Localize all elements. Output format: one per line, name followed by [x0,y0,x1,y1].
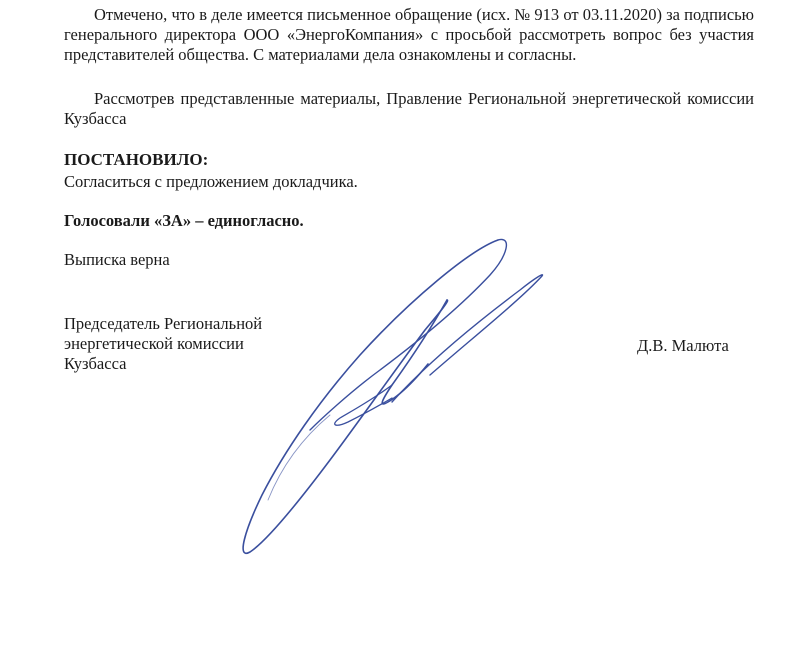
paragraph-considered [64,89,754,129]
chair-title-line-2: энергетической комиссии [64,334,244,353]
vote-result: Голосовали «ЗА» – единогласно. [64,211,304,230]
signatory-name: Д.В. Малюта [637,336,729,355]
paragraph-appeal-text: Отмечено, что в деле имеется письменное обращение (исх. № 913 от 03.11.2020) за подписью генерального директора ООО «ЭнергоКомпания» с просьбой рассмотреть вопрос без участия представителей общества. С материалами дела ознакомлены и согласны. [64,5,754,64]
chair-title-line-3: Кузбасса [64,354,127,373]
signature-stroke [268,415,330,500]
decision-text: Согласиться с предложением докладчика. [64,172,358,191]
signature-stroke [310,239,506,430]
signature-stroke [335,385,392,425]
signature-stroke [392,275,543,402]
chair-title [64,314,314,374]
extract-certified: Выписка верна [64,250,170,269]
resolution-heading: ПОСТАНОВИЛО: [64,150,209,169]
paragraph-considered-text: Рассмотрев представленные материалы, Правление Региональной энергетической комиссии Кузбасса [64,89,754,128]
chair-title-line-1: Председатель Региональной [64,314,263,333]
signature-stroke [243,240,498,553]
signature-stroke [382,300,447,404]
paragraph-appeal [64,5,754,65]
